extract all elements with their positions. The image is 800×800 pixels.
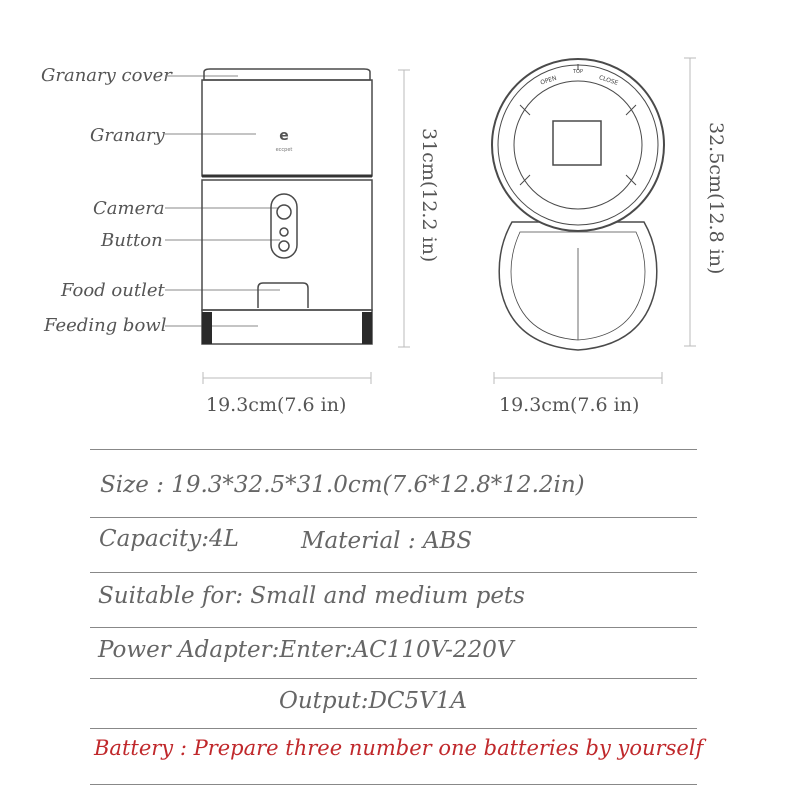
spec-suitable: Suitable for: Small and medium pets (98, 583, 525, 609)
label-camera: Camera (93, 198, 165, 219)
rule-2 (90, 517, 697, 518)
food-outlet (258, 283, 308, 308)
spec-output: Output:DC5V1A (279, 688, 467, 714)
granary-cover (204, 69, 370, 80)
spec-material: Material : ABS (301, 528, 473, 554)
brand-logo-text: eccpet (275, 147, 293, 153)
rule-6 (90, 728, 697, 729)
rule-5 (90, 678, 697, 679)
camera-lens (277, 205, 291, 219)
rule-3 (90, 572, 697, 573)
rule-4 (90, 627, 697, 628)
lid-top-label: TOP (572, 69, 584, 75)
rule-1 (90, 449, 697, 450)
camera-panel (271, 194, 297, 258)
lid-open-label: OPEN (539, 74, 558, 87)
spec-power: Power Adapter:Enter:AC110V-220V (98, 637, 514, 663)
top-height-label: 32.5cm(12.8 in) (705, 122, 727, 275)
label-button: Button (101, 230, 163, 251)
front-view (202, 69, 372, 310)
label-food-outlet: Food outlet (61, 280, 165, 301)
top-view (492, 59, 664, 350)
button-bottom (279, 241, 289, 251)
feeding-bowl (202, 310, 372, 344)
brand-logo-letter: e (279, 128, 289, 144)
label-granary-cover: Granary cover (41, 65, 172, 86)
top-width-label: 19.3cm(7.6 in) (499, 394, 640, 416)
front-height-label: 31cm(12.2 in) (418, 128, 440, 263)
label-granary: Granary (90, 125, 165, 146)
spec-battery: Battery : Prepare three number one batteries by yourself (94, 736, 704, 760)
spec-size: Size : 19.3*32.5*31.0cm(7.6*12.8*12.2in) (100, 472, 585, 498)
spec-capacity: Capacity:4L (99, 526, 239, 552)
rule-7 (90, 784, 697, 785)
label-feeding-bowl: Feeding bowl (44, 315, 167, 336)
lid-close-label: CLOSE (598, 74, 619, 87)
front-width-label: 19.3cm(7.6 in) (206, 394, 347, 416)
top-lid-outer (492, 59, 664, 231)
button-top (280, 228, 288, 236)
